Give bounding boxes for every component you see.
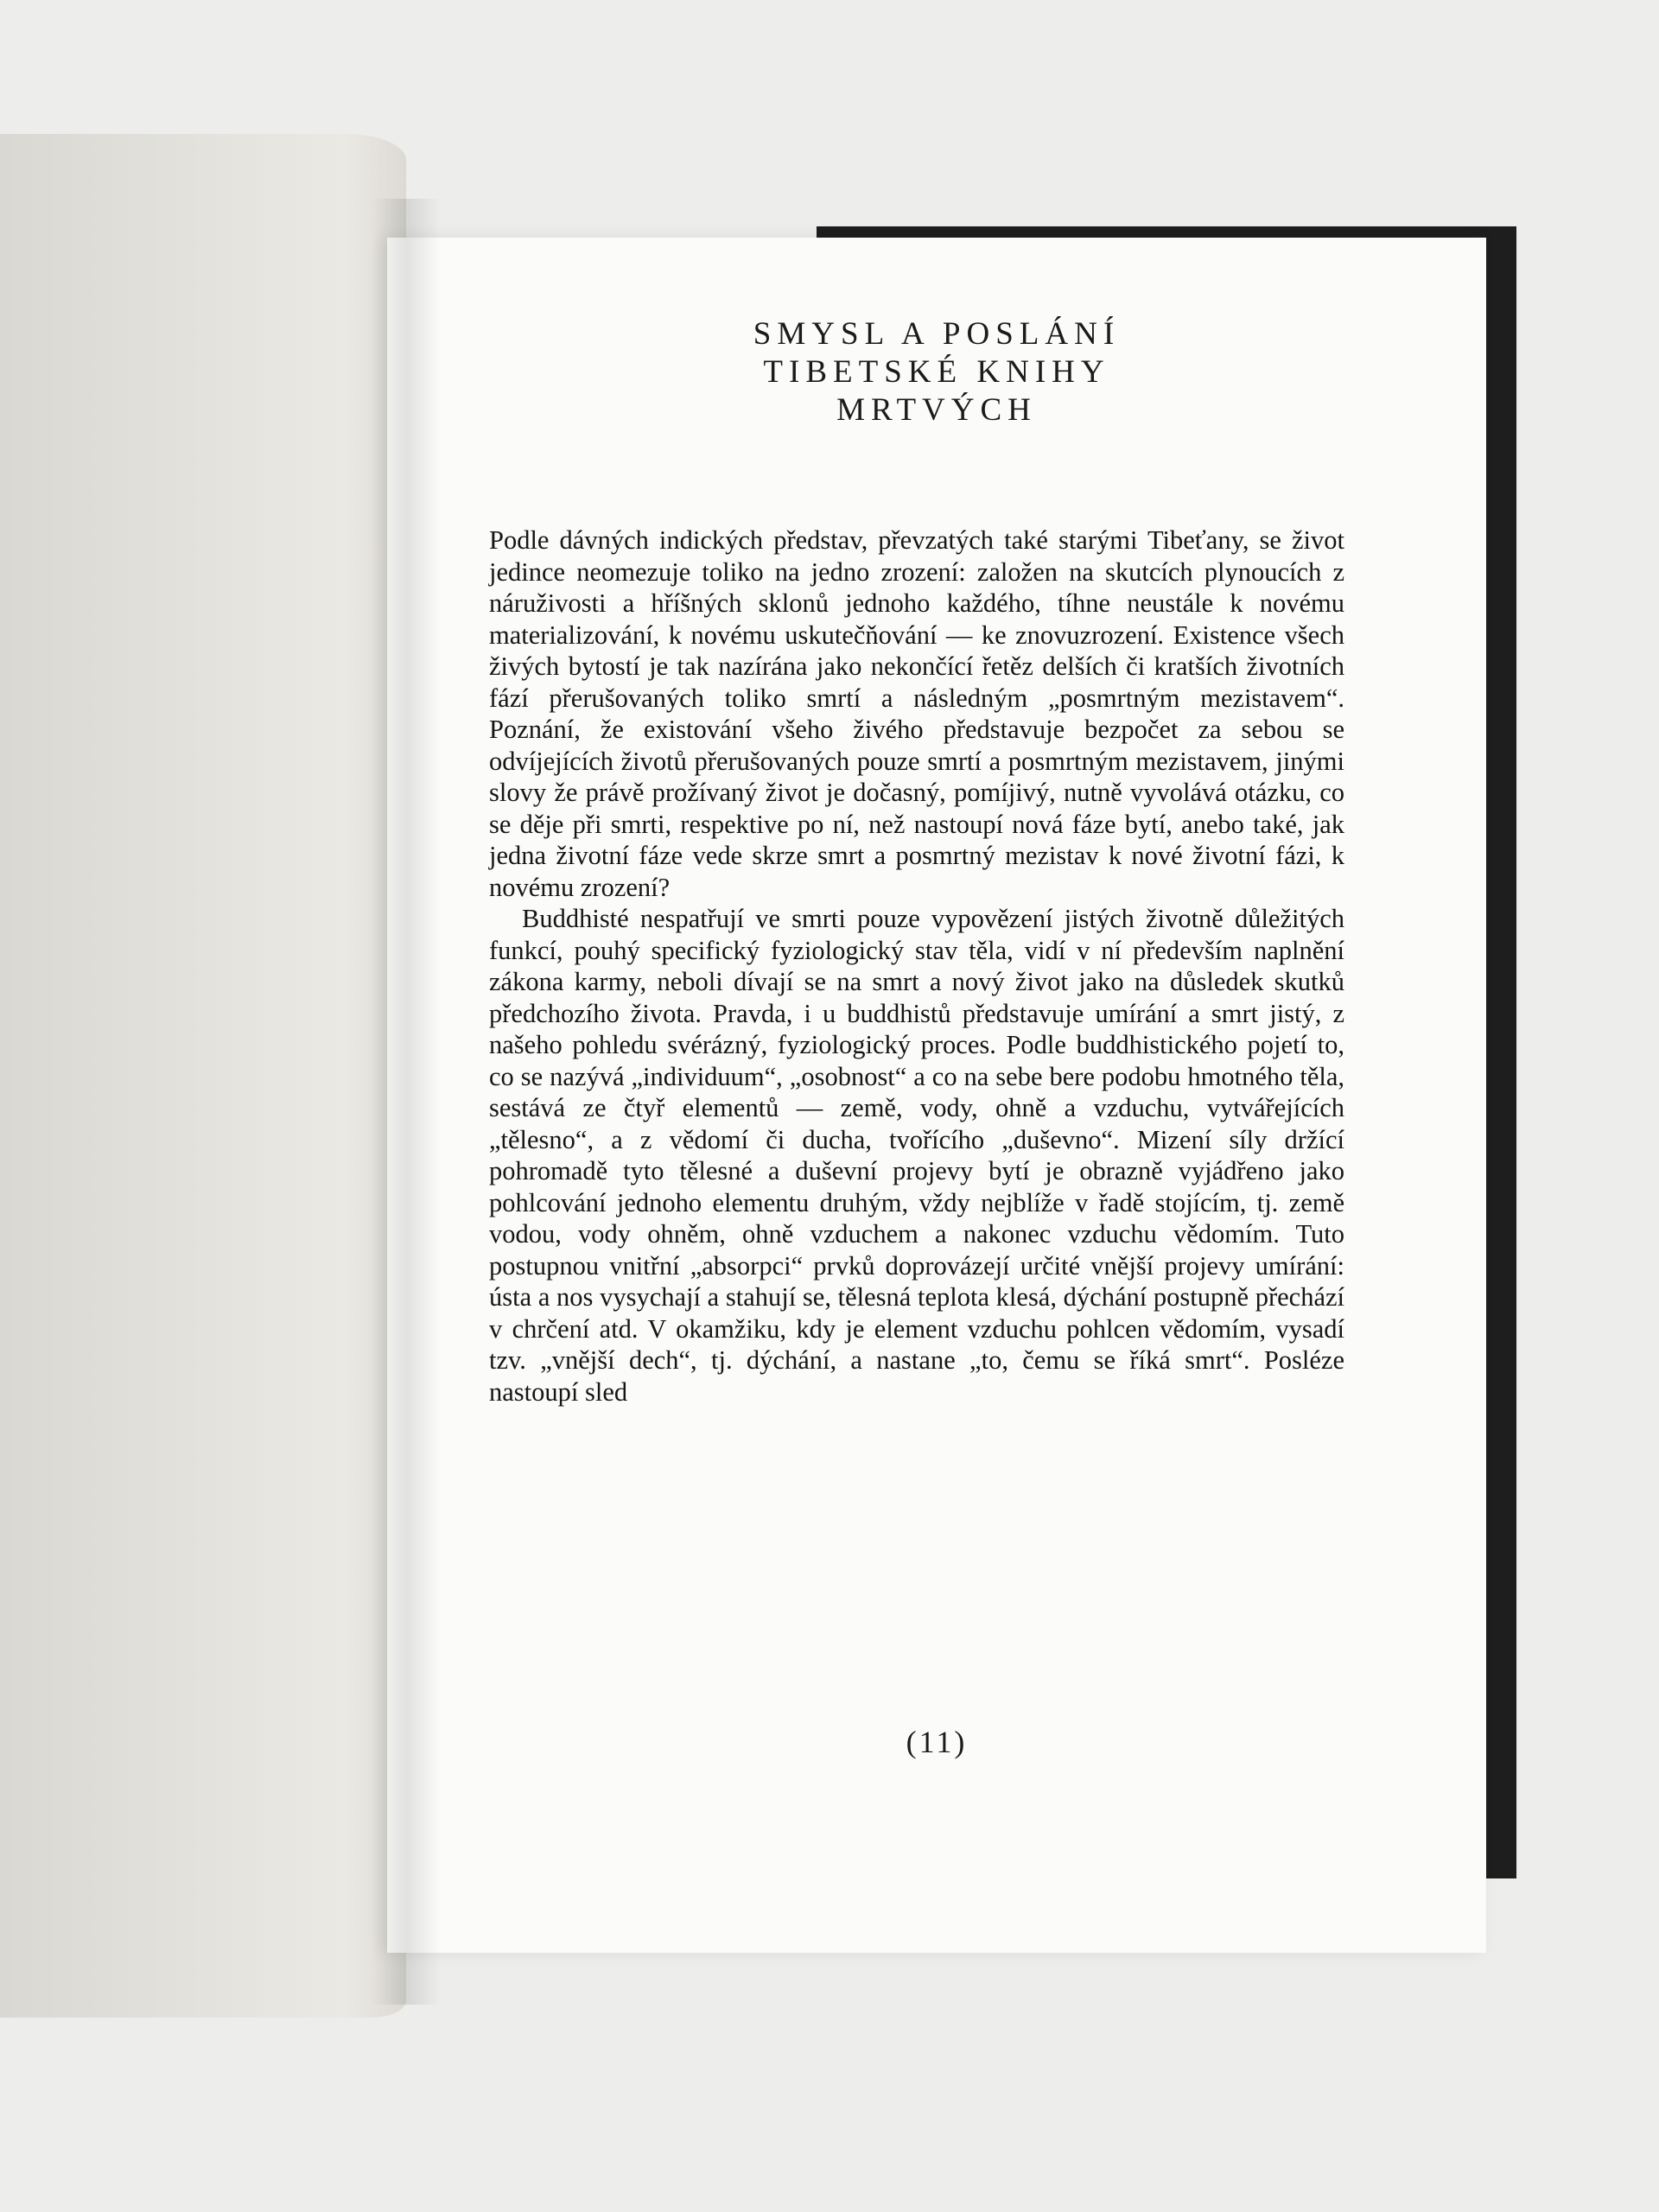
paragraph: Podle dávných indických představ, převzatých také starými Tibeťany, se život jedince neomezuje toliko na jedno zrození: založen na skutcích plynoucích z náruživosti a hříšných sklonů jednoho každého, tíhne neustále k novému materializování, k novému uskutečňování — ke znovuzrození. Existence všech živých bytostí je tak nazírána jako nekončící řetěz delších či kratších životních fází přerušovaných toliko smrtí a následným „posmrtným mezistavem“. Poznání, že existování všeho živého představuje bezpočet za sebou se odvíjejících životů přerušovaných pouze smrtí a posmrtným mezistavem, jinými slovy že právě prožívaný život je dočasný, pomíjivý, nutně vyvolává otázku, co se děje při smrti, respektive po ní, než nastoupí nová fáze bytí, anebo také, jak jedna životní fáze vede skrze smrt a posmrtný mezistav k nové životní fázi, k novému zrození? xyxy=(489,525,1344,902)
chapter-title-line-1: SMYSL A POSLÁNÍ xyxy=(753,316,1121,352)
right-page xyxy=(387,238,1486,1953)
left-page xyxy=(0,134,406,2018)
chapter-title-line-2: TIBETSKÉ KNIHY xyxy=(763,354,1110,390)
body-text xyxy=(489,524,1344,1408)
page-number: (11) xyxy=(906,1725,968,1759)
paragraph: Buddhisté nespatřují ve smrti pouze vypovězení jistých životně důležitých funkcí, pouhý specifický fyziologický stav těla, vidí v ní především naplnění zákona karmy, neboli dívají se na smrt a nový život jako na důsledek skutků předchozího života. Pravda, i u buddhistů představuje umírání a smrt jistý, z našeho pohledu svérázný, fyziologický proces. Podle buddhistického pojetí to, co se nazývá „individuum“, „osobnost“ a co na sebe bere podobu hmotného těla, sestává ze čtyř elementů — země, vody, ohně a vzduchu, vytvářejících „tělesno“, a z vědomí či ducha, tvořícího „duševno“. Mizení síly držící pohromadě tyto tělesné a duševní projevy bytí je obrazně vyjádřeno jako pohlcování jednoho elementu druhým, vždy nejblíže v řadě stojícím, tj. země vodou, vody ohněm, ohně vzduchem a nakonec vzduchu vědomím. Tuto postupnou vnitřní „absorpci“ prvků doprovázejí určité vnější projevy umírání: ústa a nos vysychají a stahují se, tělesná teplota klesá, dýchání postupně přechází v chrčení atd. V okamžiku, kdy je element vzduchu pohlcen vědomím, vysadí tzv. „vnější dech“, tj. dýchání, a nastane „to, čemu se říká smrt“. Posléze nastoupí sled xyxy=(489,904,1344,1407)
gutter-shadow xyxy=(372,199,441,2005)
chapter-title xyxy=(387,315,1486,429)
chapter-title-line-3: MRTVÝCH xyxy=(836,392,1037,428)
